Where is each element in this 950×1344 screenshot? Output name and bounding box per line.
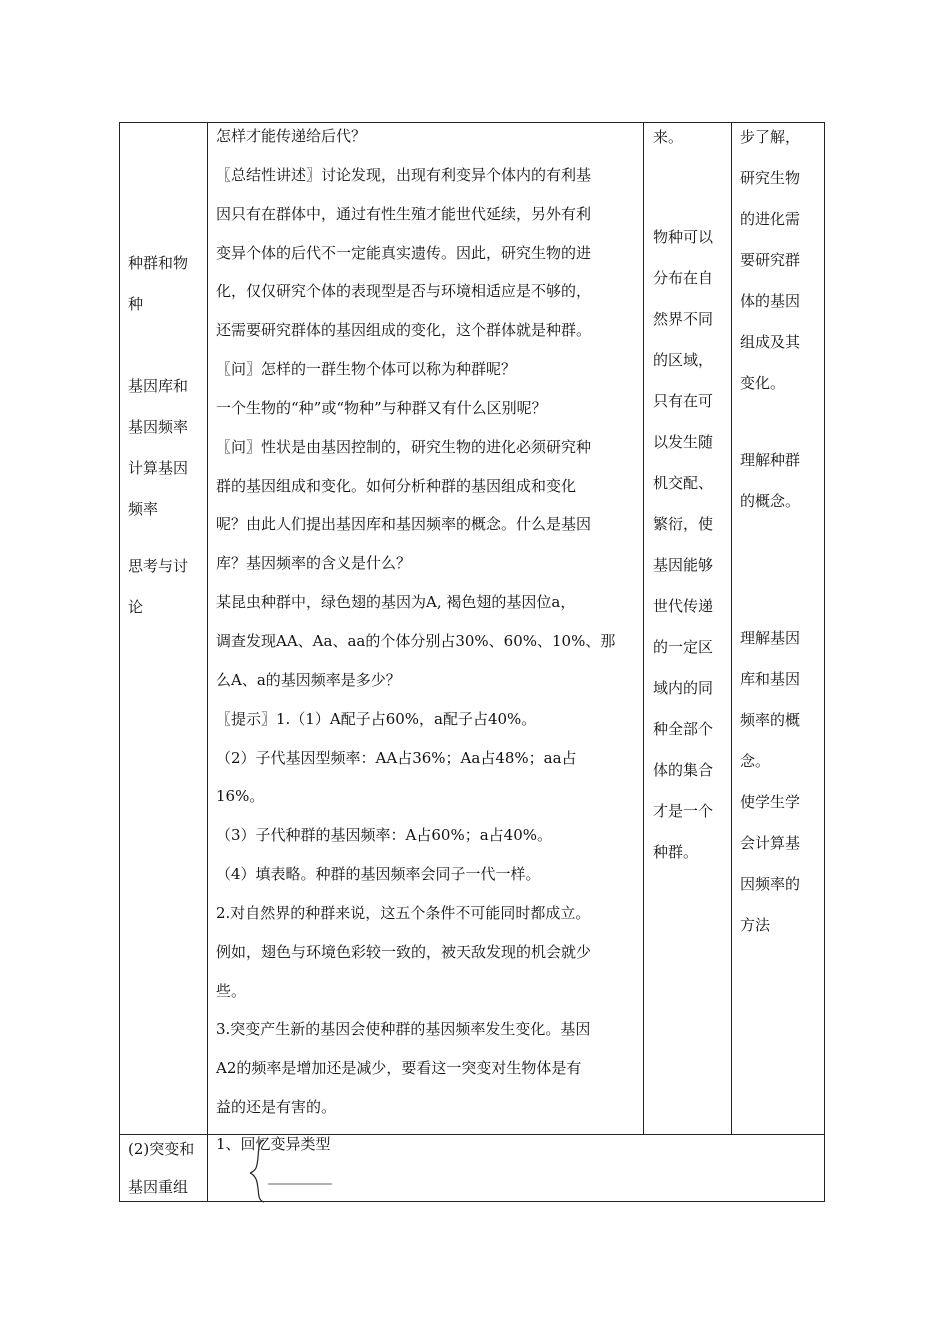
student-line: 才是一个 — [653, 802, 714, 820]
content-line: 1、回忆变异类型 — [216, 1135, 331, 1153]
student-line: 物种可以 — [653, 228, 714, 246]
topic-cell-row2 — [128, 1130, 206, 1206]
goal-group — [740, 440, 822, 618]
topic-group-gene-pool — [128, 366, 204, 546]
content-line: （3）子代种群的基因频率：A占60%；a占40%。 — [216, 826, 553, 845]
student-line: 基因能够 — [653, 556, 714, 574]
goal-line: 使学生学 — [740, 793, 801, 811]
goal-line: 库和基因 — [740, 670, 801, 688]
content-line: 群的基因组成和变化。如何分析种群的基因组成和变化 — [216, 476, 577, 495]
content-line: 些。 — [216, 981, 247, 1000]
topic-line: 种群和物 — [128, 254, 189, 272]
content-line: 因只有在群体中，通过有性生殖才能世代延续，另外有利 — [216, 204, 592, 223]
goal-line: 会计算基 — [740, 834, 801, 852]
goal-group — [740, 618, 822, 946]
content-line: 还需要研究群体的基因组成的变化，这个群体就是种群。 — [216, 321, 592, 340]
student-line: 来。 — [653, 128, 684, 146]
content-line: 呢？由此人们提出基因库和基因频率的概念。什么是基因 — [216, 515, 592, 534]
topic-group-population — [128, 243, 204, 366]
table-border-left — [119, 122, 120, 1202]
content-line: 2.对自然界的种群来说，这五个条件不可能同时都成立。 — [216, 903, 591, 922]
student-line: 世代传递 — [653, 597, 714, 615]
goal-line: 理解基因 — [740, 629, 801, 647]
topic-group-discussion — [128, 546, 204, 628]
content-line: A2的频率是增加还是减少，要看这一突变对生物体是有 — [216, 1059, 582, 1078]
goal-group — [740, 117, 822, 440]
student-line: 分布在自 — [653, 269, 714, 287]
content-line: 某昆虫种群中，绿色翅的基因为A, 褐色翅的基因位a， — [216, 593, 576, 612]
content-line: 3.突变产生新的基因会使种群的基因频率发生变化。基因 — [216, 1020, 591, 1039]
student-line: 的区域， — [653, 351, 714, 369]
goal-line: 变化。 — [740, 374, 786, 392]
student-line: 以发生随 — [653, 433, 714, 451]
table-col-divider-1 — [207, 122, 208, 1202]
content-line: 益的还是有害的。 — [216, 1098, 337, 1117]
student-line: 然界不同 — [653, 310, 714, 328]
topic-line: 论 — [128, 598, 144, 616]
student-line: 的一定区 — [653, 638, 714, 656]
goal-line: 的概念。 — [740, 492, 801, 510]
content-line: 变异个体的后代不一定能真实遗传。因此，研究生物的进 — [216, 243, 592, 262]
content-line: 库？基因频率的含义是什么？ — [216, 554, 412, 573]
student-activity-cell — [653, 117, 729, 873]
student-line: 只有在可 — [653, 392, 714, 410]
content-line: 调查发现AA、Aa、aa的个体分别占30%、60%、10%、那 — [216, 631, 616, 650]
goal-line: 研究生物 — [740, 169, 801, 187]
content-line: 怎样才能传递给后代？ — [216, 127, 367, 145]
topic-line: 基因库和 — [128, 377, 189, 395]
topic-line: 计算基因 — [128, 459, 189, 477]
goal-line: 理解种群 — [740, 451, 801, 469]
student-line: 机交配、 — [653, 474, 714, 492]
student-line: 繁衍，使 — [653, 515, 714, 533]
content-line: 〖问〗怎样的一群生物个体可以称为种群呢？ — [216, 360, 517, 379]
topic-line: (2)突变和 — [128, 1140, 195, 1158]
topic-line: 基因重组 — [128, 1178, 189, 1196]
content-line: 16%。 — [216, 787, 265, 806]
topic-cell — [128, 243, 204, 628]
goal-line: 因频率的 — [740, 875, 801, 893]
table-col-divider-2 — [643, 122, 644, 1135]
goal-line: 要研究群 — [740, 251, 801, 269]
topic-line: 频率 — [128, 500, 159, 518]
content-line: 〖问〗性状是由基因控制的，研究生物的进化必须研究种 — [216, 437, 592, 456]
goal-line: 步了解， — [740, 128, 801, 146]
table-col-divider-3 — [731, 122, 732, 1135]
topic-line: 基因频率 — [128, 418, 189, 436]
student-line: 种群。 — [653, 843, 699, 861]
content-line: （2）子代基因型频率：AA占36%；Aa占48%；aa占 — [216, 748, 577, 767]
content-line: 例如，翅色与环境色彩较一致的，被天敌发现的机会就少 — [216, 942, 592, 961]
content-line: 化，仅仅研究个体的表现型是否与环境相适应是不够的， — [216, 282, 592, 301]
content-line: 么A、a的基因频率是多少？ — [216, 670, 401, 689]
goal-line: 体的基因 — [740, 292, 801, 310]
student-line: 体的集合 — [653, 761, 714, 779]
topic-line: 种 — [128, 295, 144, 313]
goal-line: 组成及其 — [740, 333, 801, 351]
content-line: 一个生物的“种”或“物种”与种群又有什么区别呢？ — [216, 398, 547, 417]
goal-line: 念。 — [740, 752, 771, 770]
content-line: 〖提示〗1.（1）A配子占60%，a配子占40%。 — [216, 709, 537, 728]
content-line: （4）填表略。种群的基因频率会同子一代一样。 — [216, 865, 541, 884]
content-line: 〖总结性讲述〗讨论发现，出现有利变异个体内的有利基 — [216, 165, 592, 184]
curly-brace-shape — [250, 1140, 264, 1202]
goal-line: 方法 — [740, 916, 771, 934]
topic-line: 思考与讨 — [128, 557, 189, 575]
goal-line: 的进化需 — [740, 210, 801, 228]
table-border-bottom — [119, 1201, 825, 1202]
table-border-right — [824, 122, 825, 1202]
brace-diagram — [250, 1138, 340, 1204]
goal-cell — [740, 117, 822, 946]
student-line: 种全部个 — [653, 720, 714, 738]
content-cell — [216, 117, 640, 1127]
goal-line: 频率的概 — [740, 711, 801, 729]
student-line: 域内的同 — [653, 679, 714, 697]
